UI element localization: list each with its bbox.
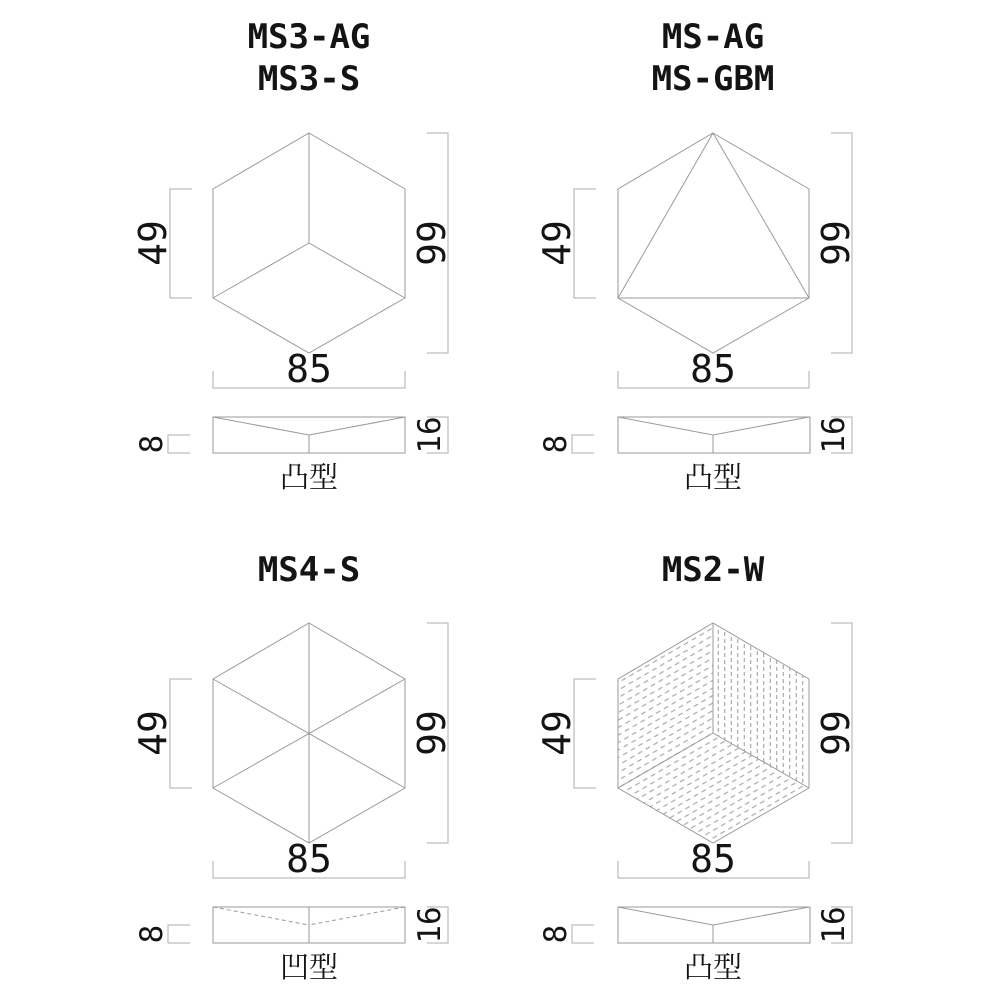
profile-type-label: 凸型: [683, 460, 743, 494]
panel-title: MS2-W: [661, 550, 765, 590]
dim-value: 16: [412, 416, 448, 454]
dimension-width: [618, 837, 809, 881]
dim-value: 16: [816, 906, 852, 944]
dim-value: 99: [410, 710, 454, 756]
panel-ms2: [535, 550, 858, 984]
dimension-profile-thickness: [412, 416, 448, 453]
panel-title: MS4-S: [257, 550, 361, 590]
dimension-profile-depth: [538, 925, 594, 944]
dimension-height: [814, 623, 858, 843]
dim-value: 49: [535, 710, 579, 756]
dimension-height: [410, 133, 454, 353]
dimension-profile-depth: [538, 435, 594, 454]
profile-type-label: 凹型: [279, 950, 339, 984]
dimension-profile-depth: [134, 925, 190, 944]
dim-value: 8: [134, 434, 170, 454]
dimension-width: [618, 347, 809, 391]
dimension-side: [131, 679, 192, 788]
dim-value: 85: [690, 837, 736, 881]
dimension-profile-depth: [134, 435, 190, 454]
dim-value: 8: [134, 924, 170, 944]
dim-value: 85: [286, 837, 332, 881]
profile-view-convex: [618, 417, 810, 453]
dim-value: 49: [131, 710, 175, 756]
profile-view-convex: [618, 907, 810, 943]
panel-title: MS-AG: [661, 17, 765, 57]
dim-value: 8: [538, 434, 574, 454]
dim-value: 16: [412, 906, 448, 944]
panel-title: MS3-S: [257, 59, 361, 99]
dim-value: 99: [814, 710, 858, 756]
face-view-triangle: [618, 133, 809, 353]
dimension-side: [535, 679, 596, 788]
profile-type-label: 凸型: [683, 950, 743, 984]
profile-view-concave: [213, 907, 405, 943]
panel-title: MS-GBM: [651, 59, 775, 99]
face-view-star: [213, 623, 405, 843]
dimension-height: [814, 133, 858, 353]
dimension-profile-thickness: [816, 906, 852, 943]
panel-ms4: [131, 550, 454, 984]
face-view-cube: [213, 133, 405, 353]
dimension-side: [535, 189, 596, 298]
dimension-side: [131, 189, 192, 298]
face-view-cube-hatched: [618, 623, 809, 843]
dimension-width: [213, 837, 405, 881]
dim-value: 85: [286, 347, 332, 391]
profile-type-label: 凸型: [279, 460, 339, 494]
dim-value: 99: [410, 220, 454, 266]
dimension-height: [410, 623, 454, 843]
dimension-width: [213, 347, 405, 391]
dim-value: 49: [131, 220, 175, 266]
panel-title: MS3-AG: [247, 17, 371, 57]
dimension-profile-thickness: [412, 906, 448, 943]
profile-view-convex: [213, 417, 405, 453]
panel-ms3: [131, 17, 454, 494]
dim-value: 49: [535, 220, 579, 266]
dimension-profile-thickness: [816, 416, 852, 453]
dim-value: 85: [690, 347, 736, 391]
dim-value: 8: [538, 924, 574, 944]
dim-value: 16: [816, 416, 852, 454]
dim-value: 99: [814, 220, 858, 266]
panel-ms: [535, 17, 858, 494]
